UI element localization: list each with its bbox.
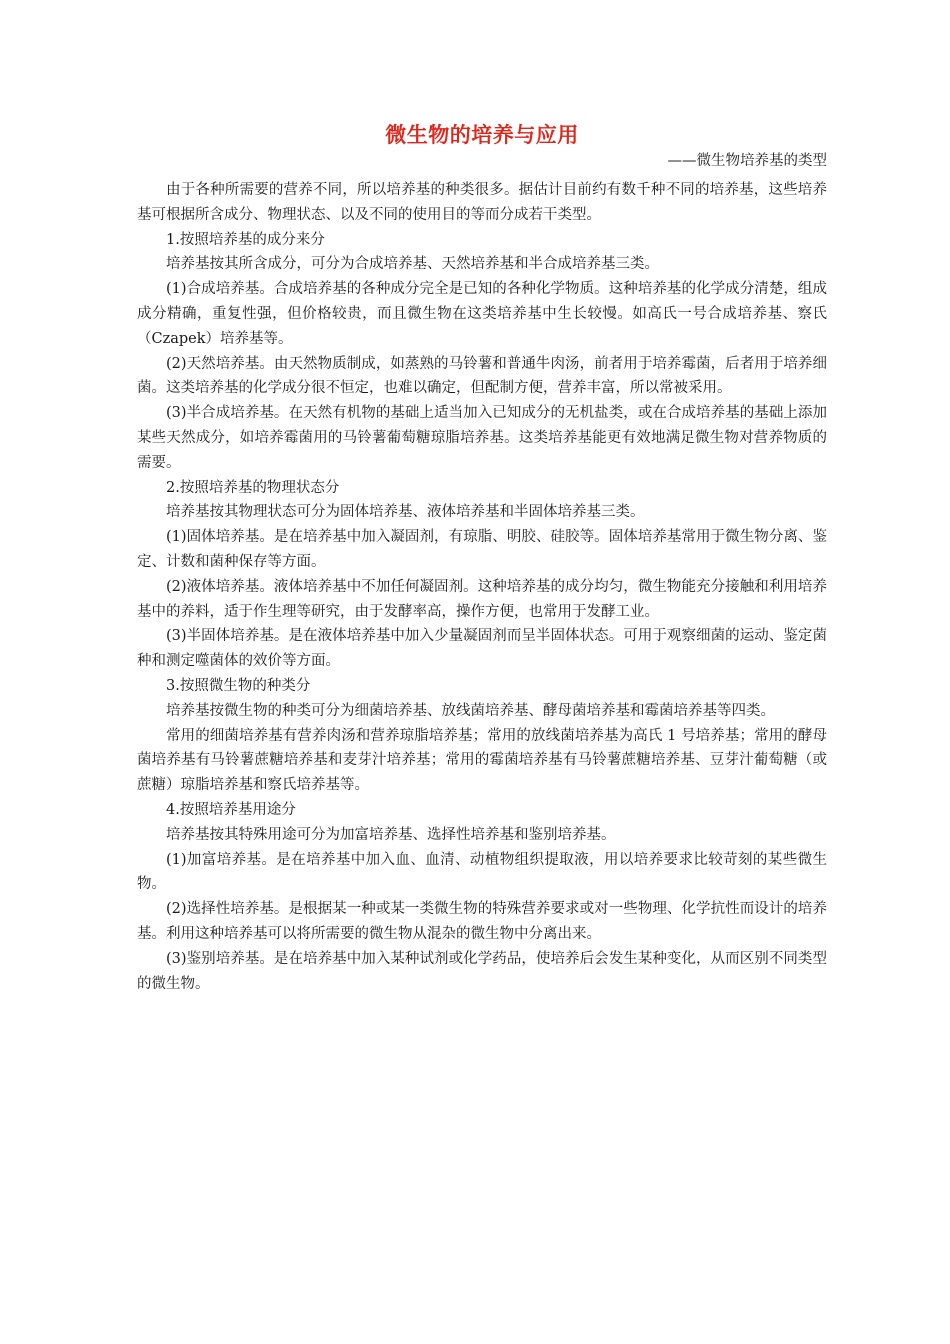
body-paragraph: (3)半合成培养基。在天然有机物的基础上适当加入已知成分的无机盐类，或在合成培养基的基础上添加某些天然成分，如培养霉菌用的马铃薯葡萄糖琼脂培养基。这类培养基能更有效地满足微生物对营养物质的需要。 <box>137 405 827 471</box>
intro-paragraph: 由于各种所需要的营养不同，所以培养基的种类很多。据估计目前约有数千种不同的培养基，这些培养基可根据所含成分、物理状态、以及不同的使用目的等而分成若干类型。 <box>137 182 827 223</box>
document-page <box>137 120 827 996</box>
body-paragraph: (1)加富培养基。是在培养基中加入血、血清、动植物组织提取液，用以培养要求比较苛刻的某些微生物。 <box>137 851 827 893</box>
body-paragraph: (2)选择性培养基。是根据某一种或某一类微生物的特殊营养要求或对一些物理、化学抗性而设计的培养基。利用这种培养基可以将所需要的微生物从混杂的微生物中分离出来。 <box>137 901 827 942</box>
body-paragraph: 培养基按其物理状态可分为固体培养基、液体培养基和半固体培养基三类。 <box>166 504 645 521</box>
body-paragraph: (3)半固体培养基。是在液体培养基中加入少量凝固剂而呈半固体状态。可用于观察细菌的运动、鉴定菌种和测定噬菌体的效价等方面。 <box>137 628 827 670</box>
section-heading: 4.按照培养基用途分 <box>166 801 296 818</box>
body-paragraph: 培养基按其所含成分，可分为合成培养基、天然培养基和半合成培养基三类。 <box>166 256 659 273</box>
body-paragraph: 常用的细菌培养基有营养肉汤和营养琼脂培养基；常用的放线菌培养基为高氏 1 号培养基；常用的酵母菌培养基有马铃薯蔗糖培养基和麦芽汁培养基；常用的霉菌培养基有马铃薯蔗糖培养基、豆芽汁葡萄糖（或蔗糖）琼脂培养基和察氏培养基等。 <box>137 727 827 794</box>
body-paragraph: 培养基按其特殊用途可分为加富培养基、选择性培养基和鉴别培养基。 <box>166 826 616 843</box>
body-paragraph: 培养基按微生物的种类可分为细菌培养基、放线菌培养基、酵母菌培养基和霉菌培养基等四类。 <box>166 702 775 719</box>
body-paragraph: (3)鉴别培养基。是在培养基中加入某种试剂或化学药品，使培养后会发生某种变化，从而区别不同类型的微生物。 <box>137 950 827 992</box>
body-paragraph: (1)合成培养基。合成培养基的各种成分完全是已知的各种化学物质。这种培养基的化学成分清楚，组成成分精确，重复性强，但价格较贵，而且微生物在这类培养基中生长较慢。如高氏一号合成培养基、察氏（Czapek）培养基等。 <box>137 281 827 347</box>
section-heading: 3.按照微生物的种类分 <box>166 677 311 694</box>
body-paragraph: (2)天然培养基。由天然物质制成，如蒸熟的马铃薯和普通牛肉汤，前者用于培养霉菌，后者用于培养细菌。这类培养基的化学成分很不恒定，也难以确定，但配制方便，营养丰富，所以常被采用。 <box>137 355 827 397</box>
document-subtitle: ——微生物培养基的类型 <box>667 153 827 169</box>
section-heading: 2.按照培养基的物理状态分 <box>166 479 340 496</box>
body-paragraph: (2)液体培养基。液体培养基中不加任何凝固剂。这种培养基的成分均匀，微生物能充分接触和利用培养基中的养料，适于作生理等研究，由于发酵率高，操作方便，也常用于发酵工业。 <box>137 578 827 620</box>
body-paragraph: (1)固体培养基。是在培养基中加入凝固剂，有琼脂、明胶、硅胶等。固体培养基常用于微生物分离、鉴定、计数和菌种保存等方面。 <box>137 529 827 570</box>
document-title: 微生物的培养与应用 <box>385 122 579 147</box>
section-heading: 1.按照培养基的成分来分 <box>166 231 325 248</box>
